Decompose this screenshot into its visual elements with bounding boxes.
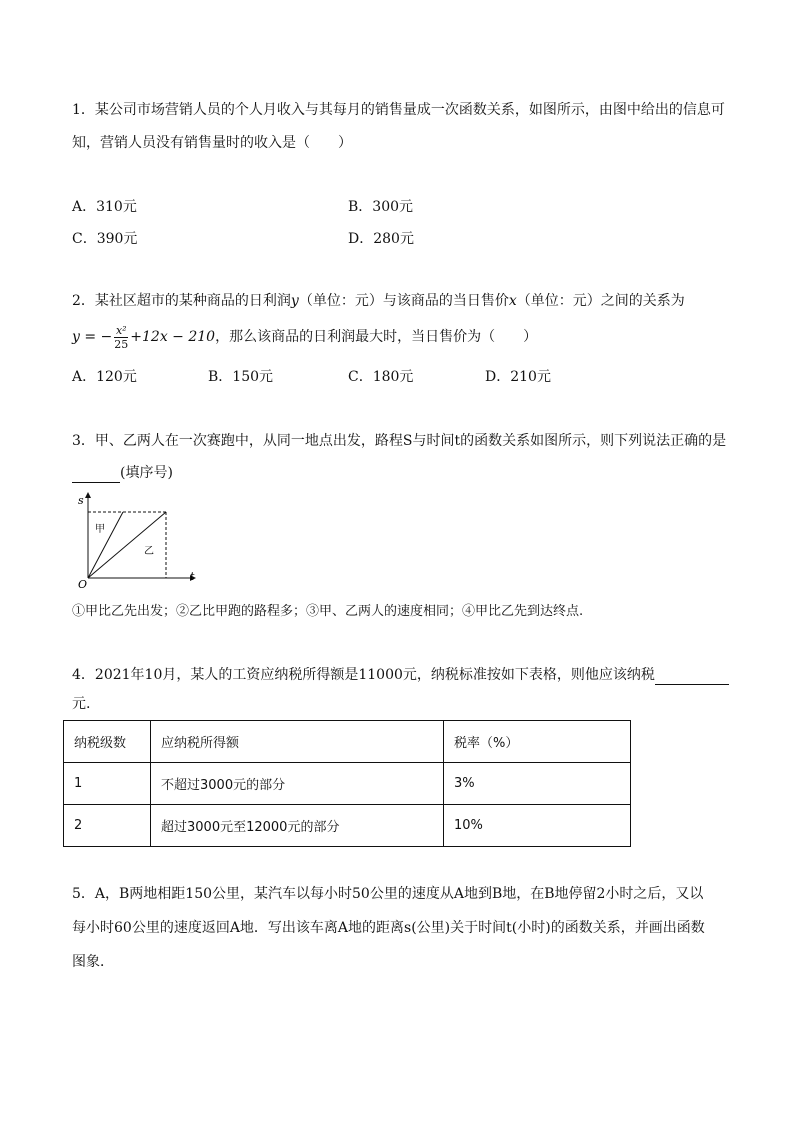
q2-var-x: x (508, 293, 517, 309)
q4-stem-text: 4．2021年10月，某人的工资应纳税所得额是11000元，纳税标准按如下表格，则他应该纳税 (72, 667, 655, 683)
q2-option-c[interactable]: C．180元 (348, 369, 414, 385)
q2-var-y: y (290, 293, 299, 309)
q3-origin-label: O (78, 578, 88, 590)
q1-stem-line2: 知，营销人员没有销售量时的收入是（ ） (72, 135, 352, 151)
q1-option-d[interactable]: D．280元 (348, 231, 414, 247)
q3-line-jia (88, 512, 123, 578)
q2-formula-rhs: +12x − 210 (130, 329, 216, 345)
table-header-cell: 税率（%） (444, 721, 631, 763)
q2-stem-line1 (72, 291, 685, 311)
q3-statements: ①甲比乙先出发；②乙比甲跑的路程多；③甲、乙两人的速度相同；④甲比乙先到达终点. (72, 604, 584, 619)
table-cell: 2 (64, 805, 151, 847)
q3-graph (70, 490, 200, 590)
table-cell: 1 (64, 763, 151, 805)
q2-formula-lhs: y = − (72, 329, 113, 345)
q2-frac-num: x² (115, 323, 127, 337)
q5-stem-line3: 图象． (72, 954, 114, 970)
q3-label-yi: 乙 (144, 546, 154, 557)
q2-frac-den: 25 (114, 337, 129, 351)
q2-option-a[interactable]: A．120元 (72, 369, 137, 385)
q2-option-b[interactable]: B．150元 (208, 369, 274, 385)
q3-fill-hint: (填序号) (120, 465, 173, 481)
table-cell: 3% (444, 763, 631, 805)
q2-formula-line (72, 322, 537, 352)
q4-answer-blank[interactable] (655, 668, 729, 685)
table-row (64, 763, 631, 805)
q3-label-jia: 甲 (95, 524, 105, 535)
q3-axis-t-label: t (190, 570, 195, 583)
table-cell: 10% (444, 805, 631, 847)
q2-stem-tail: ，那么该商品的日利润最大时，当日售价为（ ） (215, 329, 538, 345)
q1-option-c[interactable]: C．390元 (72, 231, 138, 247)
q1-option-b[interactable]: B．300元 (348, 199, 414, 215)
q5-stem-line1: 5．A，B两地相距150公里，某汽车以每小时50公里的速度从A地到B地，在B地停留2小时之后，又以 (72, 886, 704, 902)
q3-y-axis-arrow-icon (85, 492, 91, 498)
q2-fraction (114, 324, 128, 351)
table-header-cell: 纳税级数 (64, 721, 151, 763)
q2-text-c: （单位：元）之间的关系为 (516, 293, 685, 309)
table-cell: 不超过3000元的部分 (151, 763, 444, 805)
q3-line-yi (88, 512, 166, 578)
q3-stem-line1: 3．甲、乙两人在一次赛跑中，从同一地点出发，路程S与时间t的函数关系如图所示，则下列说法正确的是 (72, 433, 727, 449)
q3-axis-s-label: s (78, 494, 84, 507)
q1-option-a[interactable]: A．310元 (72, 199, 137, 215)
q1-stem-line1: 1．某公司市场营销人员的个人月收入与其每月的销售量成一次函数关系，如图所示，由图中给出的信息可 (72, 102, 725, 118)
table-header-cell: 应纳税所得额 (151, 721, 444, 763)
q4-tax-table (63, 720, 631, 847)
table-header-row (64, 721, 631, 763)
q3-stem-line2 (72, 463, 173, 483)
table-cell: 超过3000元至12000元的部分 (151, 805, 444, 847)
q3-answer-blank[interactable] (72, 466, 120, 483)
q2-option-d[interactable]: D．210元 (485, 369, 551, 385)
q4-stem-line1 (72, 665, 729, 685)
q5-stem-line2: 每小时60公里的速度返回A地．写出该车离A地的距离s(公里)关于时间t(小时)的函数关系，并画出函数 (72, 920, 705, 936)
q2-text-b: （单位：元）与该商品的当日售价 (298, 293, 509, 309)
q2-text-a: 2．某社区超市的某种商品的日利润 (72, 293, 291, 309)
q4-stem-line2: 元. (72, 696, 91, 712)
table-row (64, 805, 631, 847)
